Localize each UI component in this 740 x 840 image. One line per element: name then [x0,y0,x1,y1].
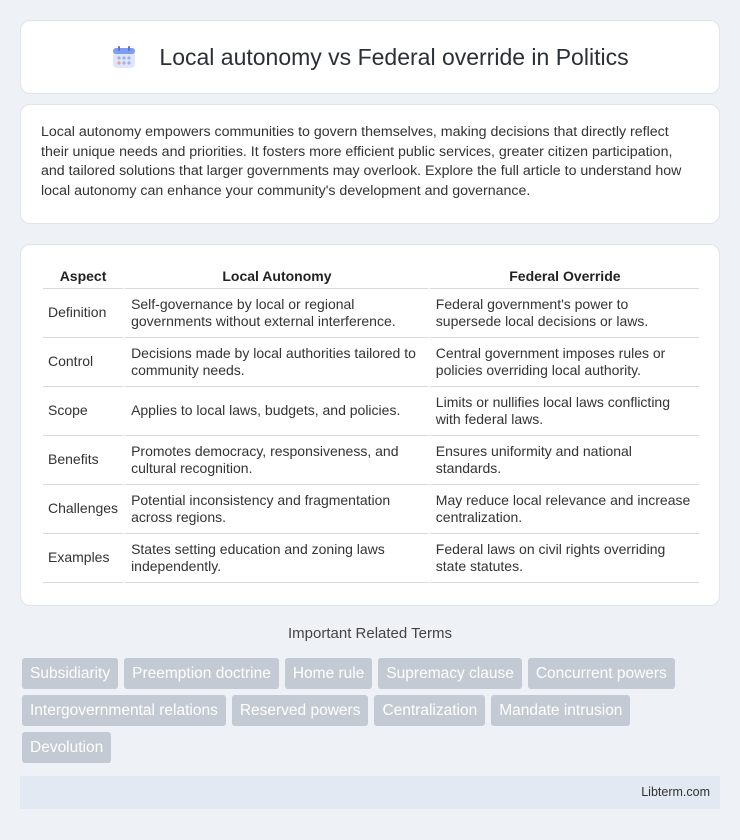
tag-intergovernmental-relations[interactable]: Intergovernmental relations [22,695,226,726]
tag-mandate-intrusion[interactable]: Mandate intrusion [491,695,630,726]
intro-text: Local autonomy empowers communities to govern themselves, making decisions that directly reflect their unique needs and priorities. It fosters more efficient public services, greater citizen participation, and tailored solutions that larger governments may overlook. Explore the full article to understand how local autonomy can enhance your community's development and governance. [41,124,682,199]
row-local: Applies to local laws, budgets, and policies. [123,387,428,436]
row-aspect: Challenges [43,485,123,534]
header-local-autonomy: Local Autonomy [123,263,428,289]
row-aspect: Scope [43,387,123,436]
row-local: Self-governance by local or regional governments without external interference. [123,289,428,338]
tag-subsidiarity[interactable]: Subsidiarity [22,658,118,689]
table-row [43,436,699,485]
row-aspect: Control [43,338,123,387]
table-row [43,289,699,338]
tag-centralization[interactable]: Centralization [374,695,485,726]
tag-home-rule[interactable]: Home rule [285,658,373,689]
row-aspect: Definition [43,289,123,338]
comparison-table [43,263,699,583]
tag-concurrent-powers[interactable]: Concurrent powers [528,658,675,689]
table-header-row [43,263,699,289]
comparison-card [20,244,720,606]
table-row [43,338,699,387]
intro-card [20,104,720,224]
page-title: Local autonomy vs Federal override in Politics [159,43,629,70]
row-local: Potential inconsistency and fragmentation across regions. [123,485,428,534]
header-federal-override: Federal Override [428,263,699,289]
row-federal: Federal government's power to supersede local decisions or laws. [428,289,699,338]
related-terms-title: Important Related Terms [288,625,452,642]
row-federal: May reduce local relevance and increase centralization. [428,485,699,534]
table-row [43,534,699,583]
row-aspect: Examples [43,534,123,583]
tag-reserved-powers[interactable]: Reserved powers [232,695,369,726]
calendar-icon [111,44,137,70]
row-local: Decisions made by local authorities tailored to community needs. [123,338,428,387]
row-local: States setting education and zoning laws independently. [123,534,428,583]
title-card [20,20,720,94]
footer-site-link[interactable]: Libterm.com [641,785,710,799]
row-local: Promotes democracy, responsiveness, and cultural recognition. [123,436,428,485]
header-aspect: Aspect [43,263,123,289]
tag-preemption-doctrine[interactable]: Preemption doctrine [124,658,279,689]
table-row [43,387,699,436]
related-terms-list [22,658,722,769]
tag-supremacy-clause[interactable]: Supremacy clause [378,658,522,689]
row-federal: Limits or nullifies local laws conflicting with federal laws. [428,387,699,436]
footer [20,776,720,809]
row-federal: Federal laws on civil rights overriding state statutes. [428,534,699,583]
row-federal: Central government imposes rules or policies overriding local authority. [428,338,699,387]
tag-devolution[interactable]: Devolution [22,732,111,763]
row-aspect: Benefits [43,436,123,485]
row-federal: Ensures uniformity and national standards. [428,436,699,485]
table-row [43,485,699,534]
